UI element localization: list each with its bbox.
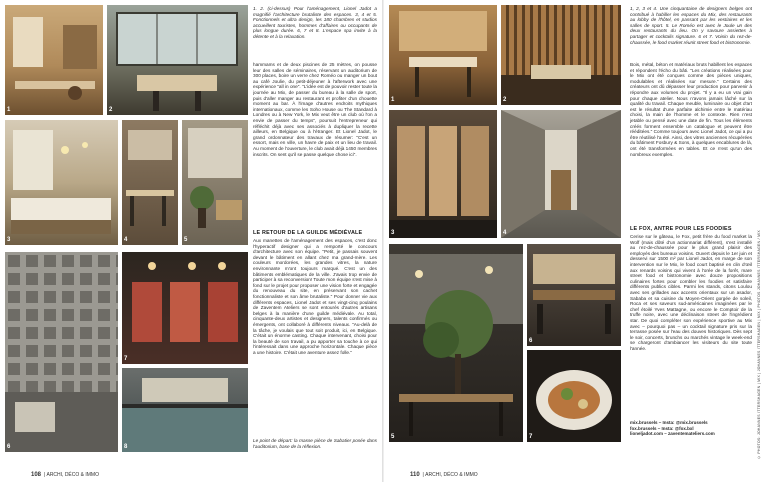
photo-number: 3 [7, 237, 11, 243]
page-number: 110 [410, 472, 420, 478]
section-label: ARCHI, DÉCO & IMMO [425, 472, 478, 478]
photo-3 [5, 120, 118, 245]
photo-2 [501, 5, 621, 105]
end-note: Le point de départ: la masse pièce de Sabatier posée dans l'auditorium, base de la réflexion. [253, 438, 377, 449]
section-label: ARCHI, DÉCO & IMMO [46, 472, 99, 478]
page-folio: 110 | ARCHI, DÉCO & IMMO [410, 472, 478, 478]
photo-1 [5, 5, 103, 115]
photo-number: 5 [391, 434, 395, 440]
page-folio: 108 | ARCHI, DÉCO & IMMO [31, 472, 99, 478]
photo-number: 4 [124, 237, 128, 243]
link-fox[interactable]: fox.brussels – Insta: @fox.bxl [630, 425, 694, 431]
links-block [630, 420, 752, 437]
photo-2 [107, 5, 248, 115]
photo-3 [389, 110, 497, 238]
body-text-col2: Aux manettes de l'aménagement des espaces, c'est donc l'hyperactif designer qui a remporté le concours d'architecture avec son équipe. "Petit, je passais souvent devant le bâtiment en allant chez ma grand-mère. Les couleurs mordorées, les grandes vitres, la nature environnante m'ont toujours marqué. C'est un des bâtiments emblématiques de la ville. J'avais trop envie de participer à sa reconversion! Toute mon équipe s'est mise à fond sur le projet pour proposer une vision forte et engagée du renouveau du site, en préservant son cachet fonctionnaliste et son âme brutaliste." Pour donner vie aux différents espaces, Lionel Jadot et ses vingt-cinq poulains de Zaventem Ateliers se sont entourés d'autres artisans belges à la manière d'une guilde médiévale. Au total, cinquante-deux artistes et designers, talents confirmés ou émergents, ont collaboré à différents niveaux. "Au-delà de la tâche, je voulais que tout soit produit, ici, en Belgique. C'était un énorme casting. Chaque intervenant, choisi pour la beauté de son travail, a pu apporter sa touche à ce qui l'intéressait dans une approche horizontale. Chaque pièce a une histoire. C'était une aventure assez folle." [253, 238, 377, 355]
link-lioneljadot[interactable]: lioneljadot.com – zaventemateliers.com [630, 431, 715, 437]
photo-7 [527, 350, 621, 442]
body-text-col1: hammams et de deux piscines de 25 mètres, on pousse leur des salles de séminaires, réservant un auditorium de 300 places, boire un verre chez Roméo ou manger un bout au café Joulie, du petit-déjeuner à l'afterwork avec une expérience "all in one". "L'idée est de pouvoir rester toute la journée au Mix, de passer du bureau à la salle de sport, puis d'aller manger au restaurant et profiter d'un chouette moment au bar. À l'image d'autres endroits mythiques internationaux, comme les Soho House ou The Standard à Londres ou à New York, le Mix veut être un club où l'on a envie de passer du temps", poursuit l'entrepreneur qui réfléchit déjà avec ses associés à dupliquer la recette ailleurs, en Belgique ou à l'étranger. Et Lionel Jadot, le grand ordonnateur des travaux de résumer: "C'est un essort, mais en ville, un havre de paix et un lieu de travail. Au moment de l'ouverture, le club avait déjà 1450 membres inscrits. On sent qu'il se passe quelque chose ici". [253, 62, 377, 157]
photo-number: 8 [124, 444, 128, 450]
right-page [384, 0, 768, 482]
photo-5 [182, 120, 248, 245]
section-heading: LE RETOUR DE LA GUILDE MÉDIÉVALE [253, 230, 363, 236]
photo-caption: 1. 2. (ci-dessus) Pour l'aménagement, Lionel Jadot a magnifié l'architecture brutaliste des espaces. 3, 4 et 5. Fonctionnels et ultra design, les 180 chambres et studios accueillent touristes, hommes d'affaires ou occupants de plus longue durée. 6, 7 et 8. L'espace spa invite à la détente et à la relaxation. [253, 6, 377, 39]
photo-number: 4 [503, 230, 507, 236]
photo-number: 6 [529, 338, 533, 344]
link-mix[interactable]: mix.brussels – Insta: @mix.brussels [630, 420, 708, 425]
photo-8 [122, 368, 248, 452]
photo-number: 5 [184, 237, 188, 243]
photo-7 [122, 252, 248, 364]
photo-4 [501, 110, 621, 238]
body-text-col2: Cerise sur le gâteau, le Fox, petit frère du food market la Wolf (mais dôté d'un actionnariat différent), s'est installé au rez-de-chaussée pour le plus grand plaisir des employés des bureaux voisins. Ouvert depuis le 1er juin et desservi sur 1500 m² par Lionel Jadot, en marge de son intervention sur le Mix, le food court baptisé en clin d'œil aux renards voisins qui vivent à l'orée de la forêt, mare street food et bistronomie avec douze propositions culinaires fortes pour combler les foodies et satisfaire différents publics cibles. Parmi les stands, citons Loulou avec ses grillades aux accents orientaux sur un asador, Sababa et sa cuisine du Moyen-Orient gorgée de soleil, Roca et ses saveurs sud-américaines imaginées par le chef étoilé Yves Mattagne, ou encore le Comptoir de la truffe noire, avec une déclinaison street de l'ingrédient star. De quoi compléter son expérience sportive au Mix avec – pourquoi pas – un cocktail signature pris sur la terrasse posée sur l'eau des douves historiques. Dès sept le soir, concerts, brunchs ou marchés vintage le week-end se chargeront d'ambiancer les visiteurs du site toute l'année. [630, 234, 752, 351]
section-heading: LE FOX, ANTRE POUR LES FOODIES [630, 226, 732, 232]
photo-number: 1 [7, 107, 11, 113]
photo-number: 2 [109, 107, 113, 113]
photo-1 [389, 5, 497, 105]
photo-5 [389, 244, 523, 442]
photo-number: 2 [503, 97, 507, 103]
photo-number: 3 [391, 230, 395, 236]
photo-4 [122, 120, 178, 245]
photo-caption: 1, 2, 3 et 4. Une cinquantaine de designers belges ont contribué à habiller les espaces du Mix, des restaurants au lobby de l'hôtel, en passant par les vestiaires et les salles de sport. 5. Le Roméo est avec le Joule un des deux restaurants du lieu. On y savoure assiettes à partager et cocktails signature. 6 et 7. Voisin du rez-de-chaussée, le food market réunit street food et bistronomie. [630, 6, 752, 45]
photo-6 [5, 252, 118, 452]
body-text-col1: Bois, métal, béton et matériaux bruts habillent les espaces et répondent l'écho du bâti. "Les créations réalisées pour le Mix ont été conçues comme des pièces uniques, modulables et réalisées sur mesure." Certains des créateurs ont dû dépasser leur production pour parvenir à répondre aux volumes du projet. "Il y a eu un vrai gain pour chaque atelier. Nous n'avons jamais lâché sur la qualité du travail. Chaque meuble, luminaire ou objet d'art est le résultat d'une parfaite alchimie entre le matériau choisi, la main de l'homme et le contexte. Rien n'est jetable ou pensé avec une date de fin. Tous les éléments créés forment ensemble un catalogue et peuvent être rééditées." Comme toujours avec Lionel Jadot, ce qui a pu être réutilisé l'a été. Ainsi, des vitres anciennes récupérées du bâtiment Fosbury & Sons, à quelques encablures de là, ont été transformées en tables. Et ce n'est qu'un des nombreux exemples. [630, 62, 752, 157]
photo-credit: © PHOTOS: JOHANNES ITTERSHAGEN | MIX | JOHANNES ITTERSHAGEN | MIX | PHOTOS JOHANNES ITTERSHAGEN / MIX [757, 230, 761, 460]
photo-number: 7 [124, 356, 128, 362]
photo-number: 1 [391, 97, 395, 103]
photo-number: 7 [529, 434, 533, 440]
photo-6 [527, 244, 621, 346]
photo-number: 6 [7, 444, 11, 450]
page-number: 108 [31, 472, 42, 478]
